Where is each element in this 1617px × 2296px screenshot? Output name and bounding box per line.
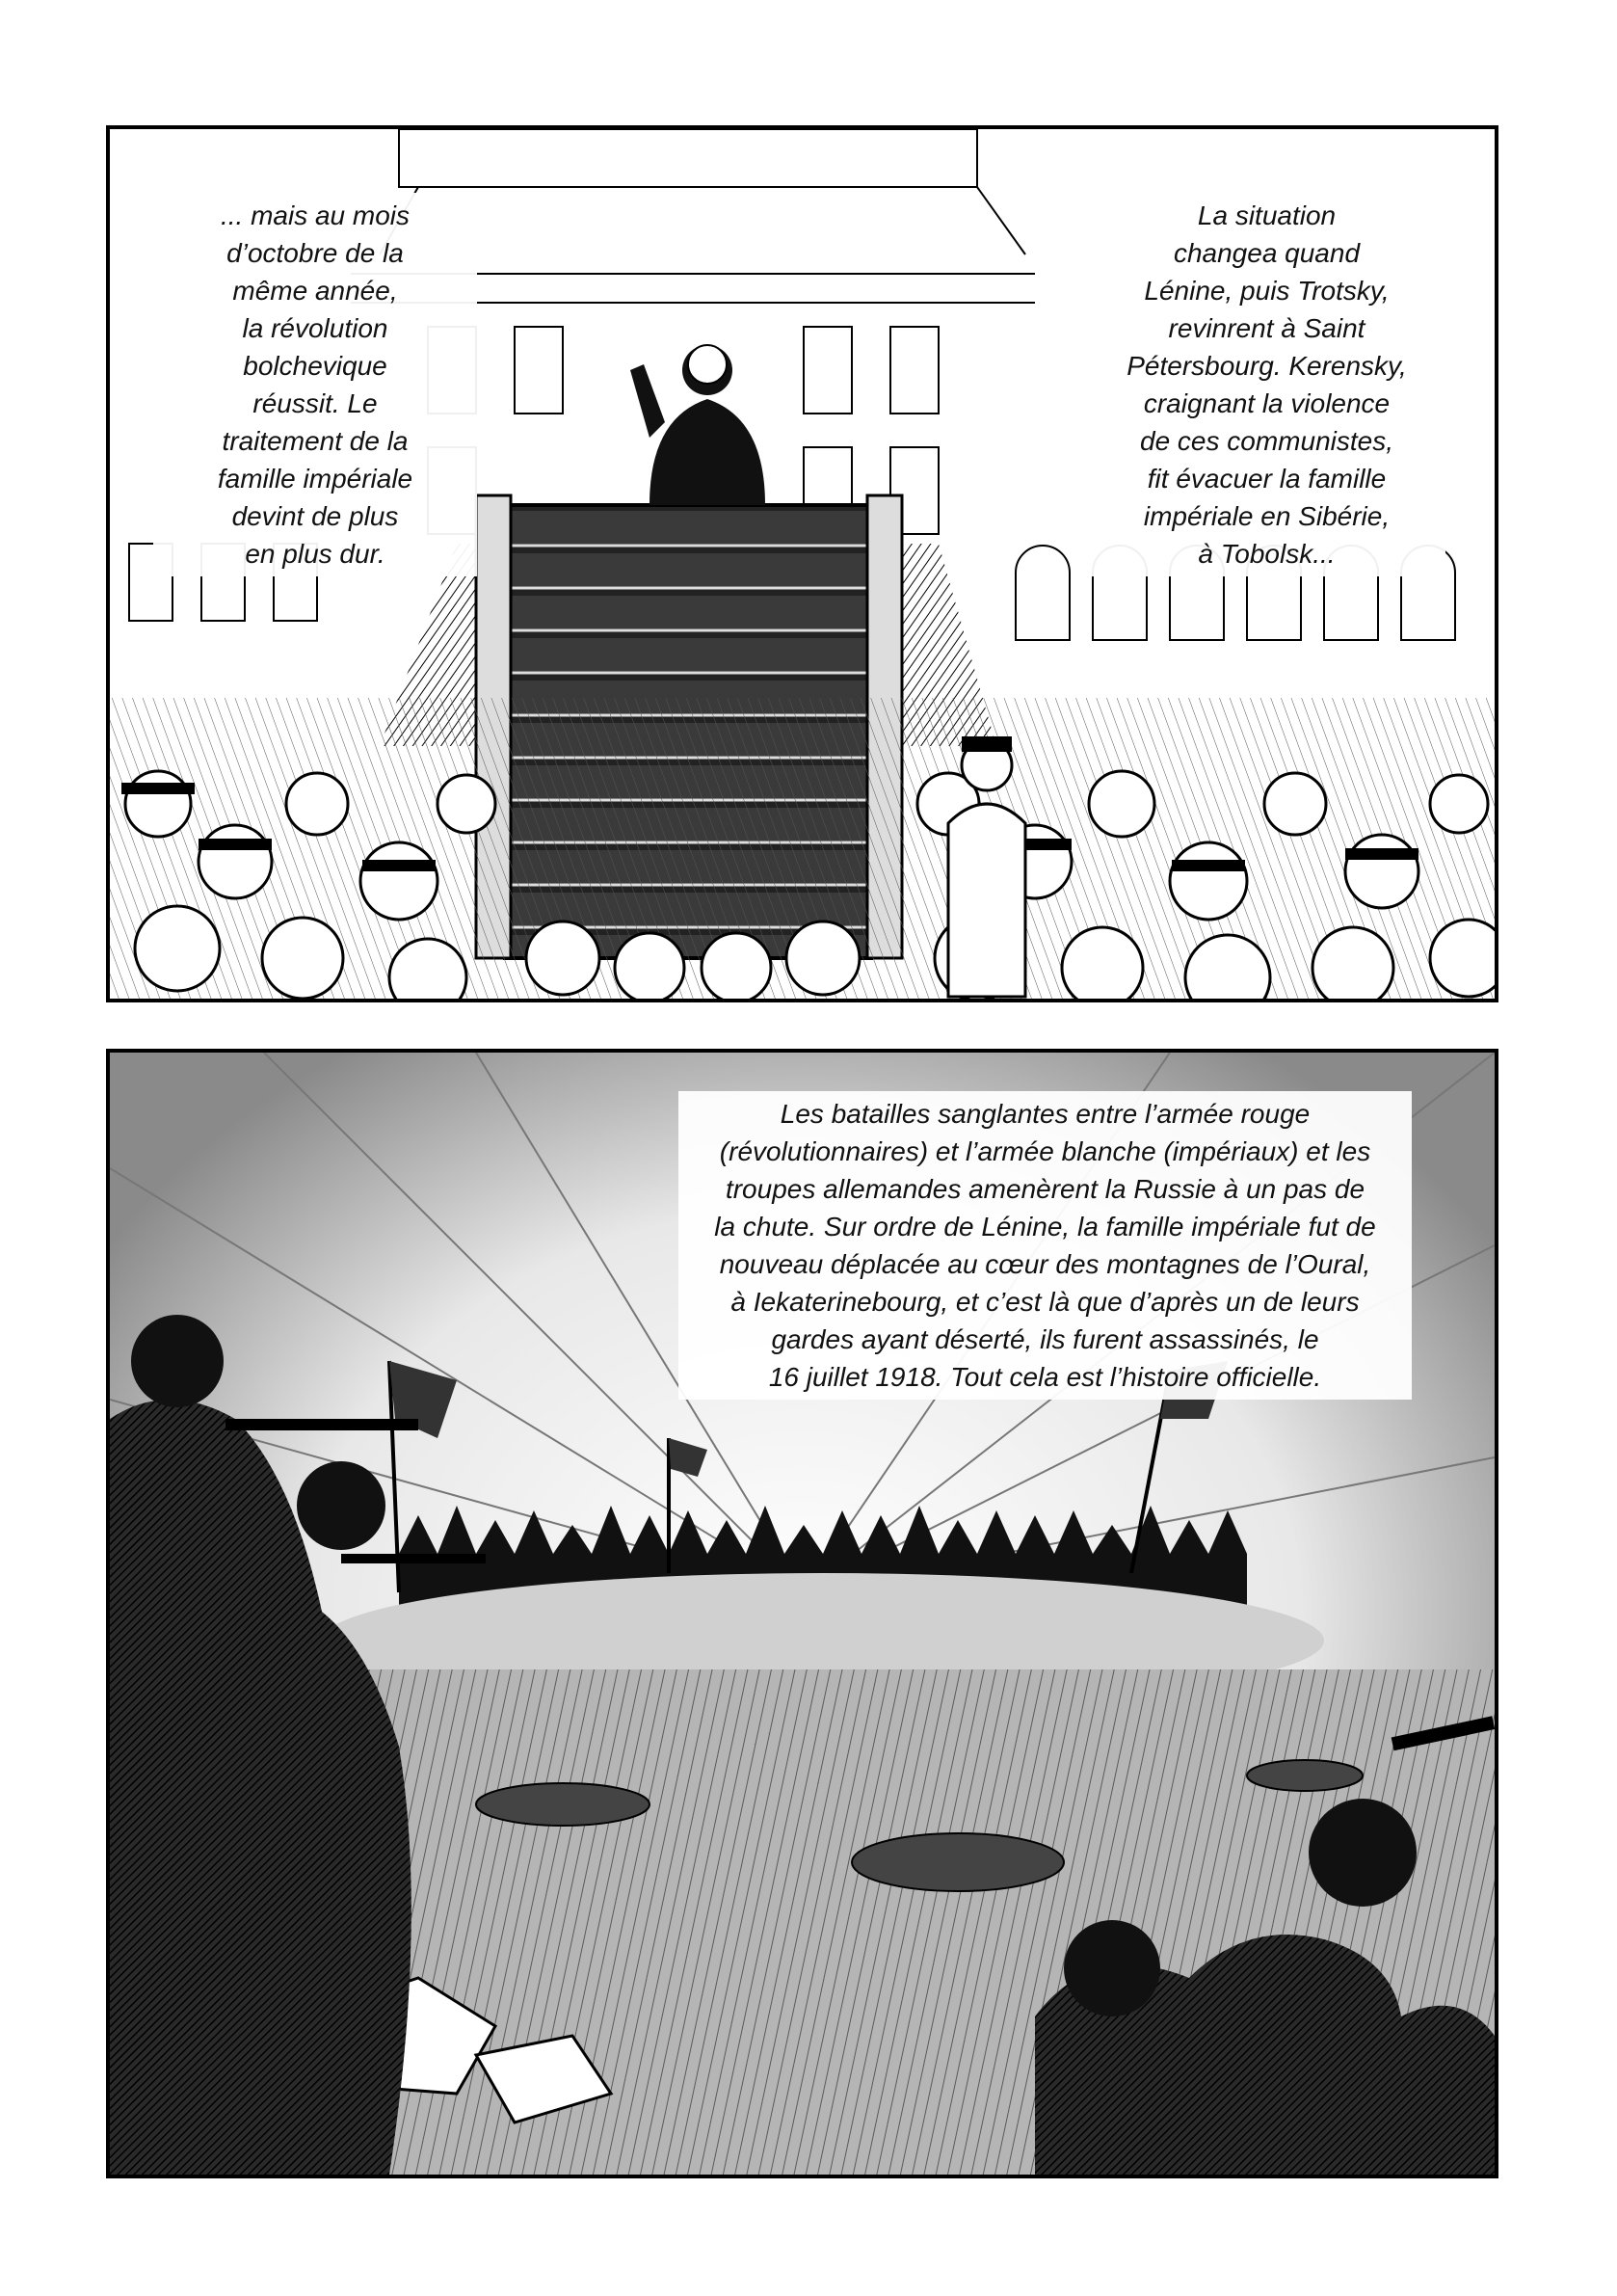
narration-caption-ekaterinburg: Les batailles sanglantes entre l’armée rouge (révolutionnaires) et l’armée blanche (impériaux) et les troupes allemandes amenèrent la Russie à un pas de la chute. Sur ordre de Lénine, la famille impériale fut de nouveau déplacée au cœur des montagnes de l’Oural, à Iekaterinebourg, et c’est là que d’après un de leurs gardes ayant déserté, ils furent assassinés, le 16 juillet 1918. Tout cela est l’histoire officielle.: [678, 1091, 1412, 1400]
comic-panel-speech: [106, 125, 1498, 1002]
narration-caption-october-revolution: ... mais au mois d’octobre de la même année, la révolution bolchevique réussit. Le traitement de la famille impériale devint de plus en plus dur.: [153, 193, 477, 576]
comic-panel-battle: [106, 1049, 1498, 2178]
narration-caption-tobolsk-evacuation: La situation changea quand Lénine, puis Trotsky, revinrent à Saint Pétersbourg. Kerensky, craignant la violence de ces communistes, fit évacuer la famille impériale en Sibérie, à Tobolsk...: [1088, 193, 1445, 576]
